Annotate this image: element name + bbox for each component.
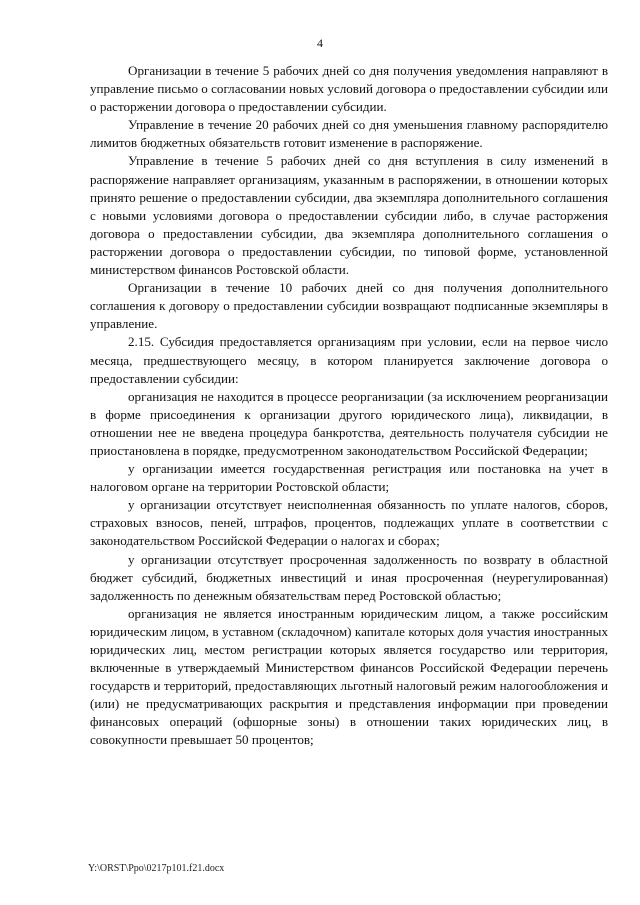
- paragraph: Организации в течение 10 рабочих дней со дня получения дополнительного соглашения к договору о предоставлении субсидии возвращают подписанные экземпляры в управление.: [90, 280, 608, 332]
- paragraph: организация не находится в процессе реорганизации (за исключением реорганизации в форме присоединения к организации другого юридического лица), ликвидации, в отношении нее не введена процедура банкротства, деятельность получателя субсидии не приостановлена в порядке, предусмотренном законодательством Российской Федерации;: [90, 388, 608, 458]
- paragraph: Управление в течение 5 рабочих дней со дня вступления в силу изменений в распоряжение направляет организациям, указанным в распоряжении, в отношении которых принято решение о предоставлении субсидии, два экземпляра дополнительного соглашения с новыми условиями договора о предоставлении субсидии либо, в случае расторжения договора о предоставлении субсидии, два экземпляра дополнительного соглашения о расторжении договора о предоставлении субсидии, по типовой форме, установленной министерством финансов Ростовской области.: [90, 153, 608, 278]
- paragraph: Управление в течение 20 рабочих дней со дня уменьшения главному распорядителю лимитов бюджетных обязательств готовит изменение в распоряжение.: [90, 117, 608, 151]
- paragraph: 2.15. Субсидия предоставляется организациям при условии, если на первое число месяца, предшествующего месяцу, в котором планируется заключение договора о предоставлении субсидии:: [90, 334, 608, 386]
- page-number: 4: [317, 36, 323, 50]
- paragraph: у организации имеется государственная регистрация или постановка на учет в налоговом органе на территории Ростовской области;: [90, 461, 608, 495]
- paragraph: организация не является иностранным юридическим лицом, а также российским юридическим лицом, в уставном (складочном) капитале которых доля участия иностранных юридических лиц, местом регистрации которых является государство или территория, включенные в утверждаемый Министерством финансов Российской Федерации перечень государств и территорий, предоставляющих льготный налоговый режим налогообложения и (или) не предусматривающих раскрытия и представления информации при проведении финансовых операций (офшорные зоны) в отношении таких юридических лиц, в совокупности превышает 50 процентов;: [90, 605, 608, 748]
- footer-file-path: Y:\ORST\Ppo\0217p101.f21.docx: [88, 863, 225, 874]
- paragraph: у организации отсутствует неисполненная обязанность по уплате налогов, сборов, страховых взносов, пеней, штрафов, процентов, подлежащих уплате в соответствии с законодательством Российской Федерации о налогах и сборах;: [90, 497, 608, 549]
- paragraph: у организации отсутствует просроченная задолженность по возврату в областной бюджет субсидий, бюджетных инвестиций и иная просроченная (неурегулированная) задолженность по денежным обязательствам перед Ростовской областью;: [90, 551, 608, 603]
- document-body: [90, 62, 608, 750]
- paragraph: Организации в течение 5 рабочих дней со дня получения уведомления направляют в управление письмо о согласовании новых условий договора о предоставлении субсидии или о расторжении договора о предоставлении субсидии.: [90, 63, 609, 115]
